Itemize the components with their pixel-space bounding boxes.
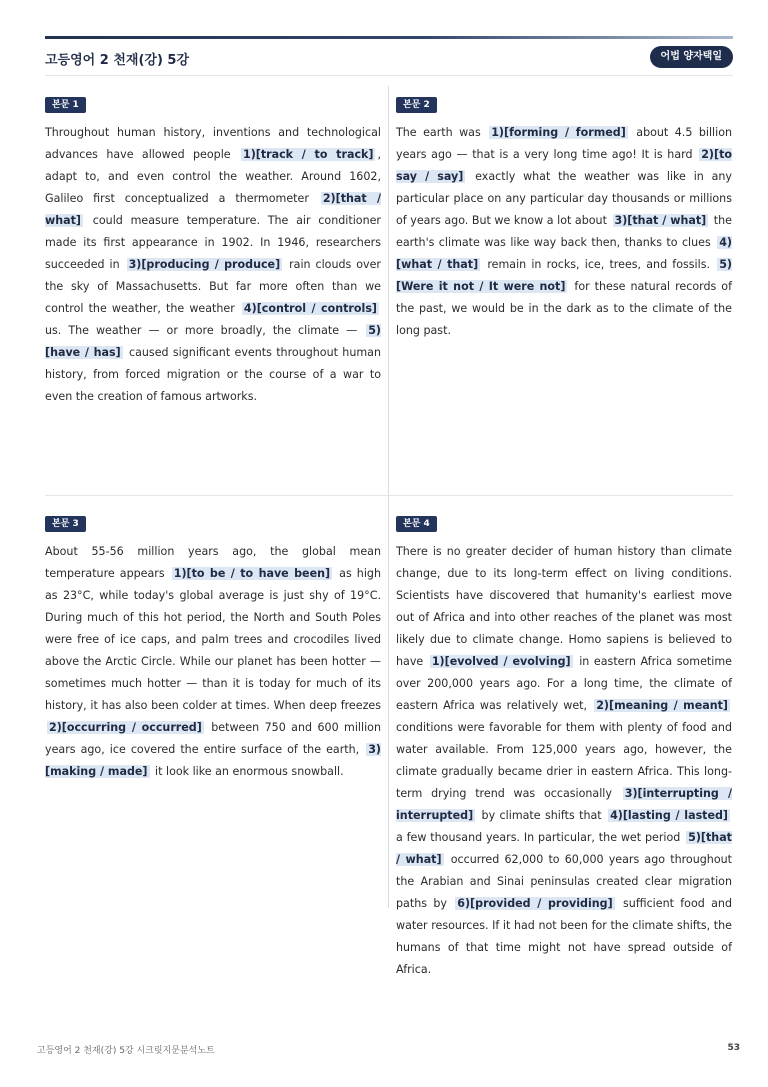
passage-text-segment: Throughout human history, inventions and technological advances have allowed people — [45, 126, 381, 161]
passage-text-segment: us. The weather — or more broadly, the climate — — [45, 324, 365, 337]
grammar-choice: 1)[to be / to have been] — [173, 567, 331, 580]
passage-text-segment: the earth's climate was like way back then, thanks to clues — [396, 214, 733, 249]
passage-text-segment: by climate shifts that — [477, 809, 607, 822]
grammar-choice: 6)[provided / providing] — [457, 897, 613, 910]
passage-text-segment: a few thousand years. In particular, the wet period — [396, 831, 685, 844]
grammar-choice: 3)[producing / produce] — [128, 258, 281, 271]
passage-text — [396, 541, 732, 981]
passage-text-segment: remain in rocks, ice, trees, and fossils. — [482, 258, 716, 271]
grammar-choice: 5)[Were it not / It were not] — [396, 258, 732, 293]
passage-section-3 — [45, 511, 381, 783]
passage-text-segment: between 750 and 600 million years ago, ice covered the entire surface of the earth, — [45, 721, 381, 756]
grammar-choice: 4)[control / controls] — [243, 302, 378, 315]
grammar-choice: 2)[occurring / occurred] — [49, 721, 202, 734]
passage-text-segment: as high as 23°C, while today's global average is just shy of 19°C. During much of this hot period, the North and South Poles were free of ice caps, and palm trees and crocodiles lived above the Arctic Circle. While our planet has been hotter — sometimes much hotter — than it is today for much of its history, it has also been colder at times. When deep freezes — [45, 567, 381, 712]
grammar-choice: 5)[that / what] — [396, 831, 732, 866]
grammar-choice: 4)[lasting / lasted] — [610, 809, 729, 822]
page-number: 53 — [727, 1043, 740, 1053]
passage-text-segment: exactly what the weather was like in any particular place on any particular day thousands or millions of years ago. But we know a lot about — [396, 170, 733, 227]
page-title: 고등영어 2 천재(강) 5강 — [45, 53, 190, 68]
grammar-choice: 2)[that / what] — [45, 192, 381, 227]
page-header — [45, 46, 733, 74]
grammar-choice: 1)[evolved / evolving] — [431, 655, 571, 668]
passage-text-segment: occurred 62,000 to 60,000 years ago throughout the Arabian and Sinai peninsulas created clear migration paths by — [396, 853, 732, 910]
passage-tag: 본문 2 — [396, 97, 437, 113]
grammar-choice: 5)[have / has] — [45, 324, 381, 359]
passage-text-segment: could measure temperature. The air conditioner made its first appearance in 1902. In 1946, researchers succeeded in — [45, 214, 381, 271]
grammar-choice: 2)[meaning / meant] — [596, 699, 728, 712]
passage-text-segment: rain clouds over the sky of Massachusetts. But far more often than we control the weather, the weather — [45, 258, 381, 315]
category-badge: 어법 양자택일 — [650, 46, 733, 68]
footer-book-title: 고등영어 2 천재(강) 5강 시크릿지문분석노트 — [37, 1046, 215, 1056]
passage-text — [45, 122, 381, 408]
passage-tag: 본문 4 — [396, 516, 437, 532]
grammar-choice: 1)[forming / formed] — [491, 126, 626, 139]
passage-text-segment: , adapt to, and even control the weather. Around 1602, Galileo first conceptualized a thermometer — [45, 148, 382, 205]
header-accent-bar — [45, 36, 733, 39]
passage-section-2 — [396, 92, 732, 342]
passage-text-segment: in eastern Africa sometime over 200,000 years ago. For a long time, the climate of eastern Africa was relatively wet, — [396, 655, 732, 712]
column-divider — [388, 86, 389, 908]
grammar-choice: 3)[that / what] — [614, 214, 707, 227]
grammar-choice: 4)[what / that] — [396, 236, 732, 271]
passage-section-4 — [396, 511, 732, 981]
header-divider — [45, 75, 733, 76]
passage-text-segment: about 4.5 billion years ago — that is a very long time ago! It is hard — [396, 126, 733, 161]
passage-tag: 본문 1 — [45, 97, 86, 113]
grammar-choice: 3)[making / made] — [45, 743, 381, 778]
grammar-choice: 2)[to say / say] — [396, 148, 732, 183]
passage-text-segment: About 55-56 million years ago, the global mean temperature appears — [45, 545, 381, 580]
grammar-choice: 1)[track / to track] — [242, 148, 374, 161]
passage-section-1 — [45, 92, 381, 408]
passage-text-segment: it look like an enormous snowball. — [151, 765, 344, 778]
passage-text-segment: The earth was — [396, 126, 488, 139]
passage-text-segment: caused significant events throughout human history, from forced migration or the course of a war to even the creation of famous artworks. — [45, 346, 381, 403]
passage-text-segment: for these natural records of the past, we would be in the dark as to the climate of the long past. — [396, 280, 732, 337]
passage-text-segment: sufficient food and water resources. If it had not been for the climate shifts, the humans of that time might not have spread outside of Africa. — [396, 897, 732, 976]
passage-tag: 본문 3 — [45, 516, 86, 532]
passage-text-segment: There is no greater decider of human history than climate change, due to its long-term effect on living conditions. Scientists have discovered that humanity's earliest move out of Africa and into other reaches of the planet was most likely due to climate change. Homo sapiens is believed to have — [396, 545, 732, 668]
passage-text — [396, 122, 732, 342]
passage-text — [45, 541, 381, 783]
row-divider — [45, 495, 733, 496]
passage-text-segment: conditions were favorable for them with plenty of food and water available. From 125,000 years ago, however, the climate gradually became drier in eastern Africa. This long-term drying trend was occasionally — [396, 721, 732, 800]
grammar-choice: 3)[interrupting / interrupted] — [396, 787, 733, 822]
